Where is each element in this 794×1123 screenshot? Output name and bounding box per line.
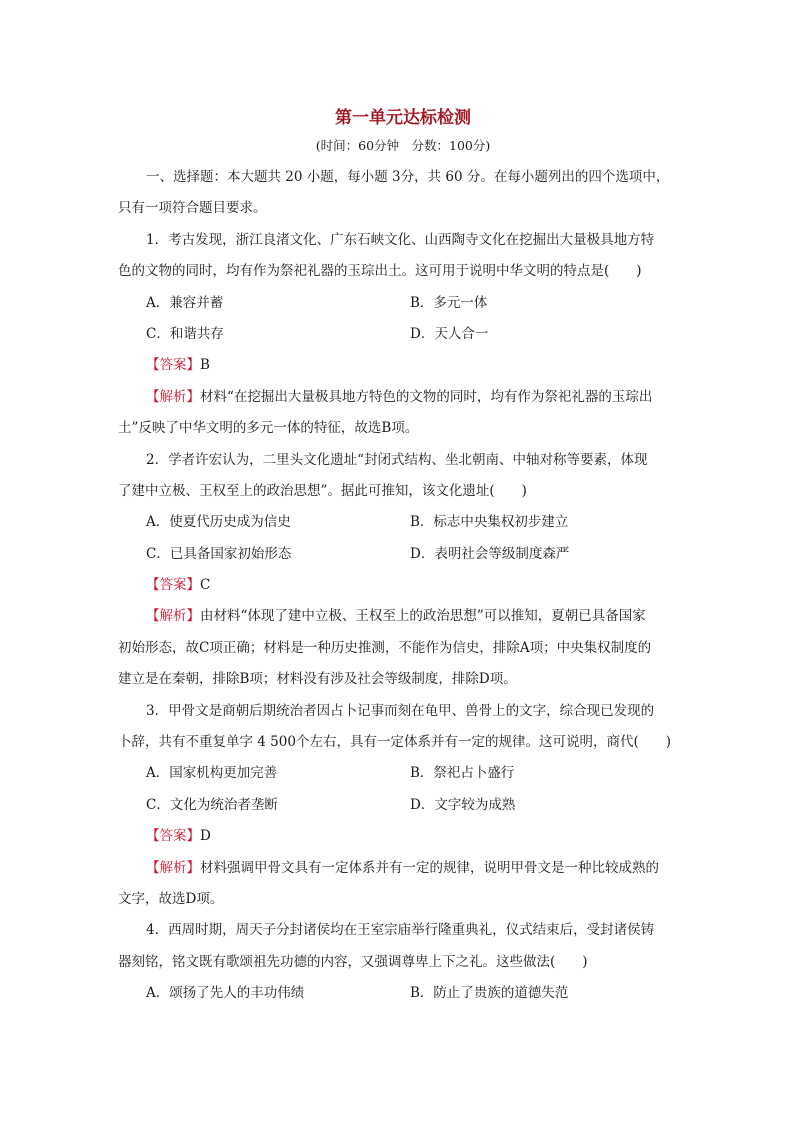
options-row xyxy=(118,539,688,570)
options-row xyxy=(118,758,688,789)
option-c: C．文化为统治者垄断 xyxy=(146,796,278,813)
options-row xyxy=(118,790,688,821)
question-stem: 3．甲骨文是商朝后期统治者因占卜记事而刻在龟甲、兽骨上的文字，综合现已发现的 xyxy=(146,702,655,719)
question-stem: 2．学者许宏认为，二里头文化遗址“封闭式结构、坐北朝南、中轴对称等要素，体现 xyxy=(146,451,648,468)
option-b: B．祭祀占卜盛行 xyxy=(410,765,515,782)
option-b: B．标志中央集权初步建立 xyxy=(410,514,569,531)
answer-tag: 【答案】 xyxy=(146,357,200,374)
option-d: D．天人合一 xyxy=(410,325,489,342)
options-row xyxy=(118,507,688,538)
option-a: A．兼容并蓄 xyxy=(146,294,224,311)
answer-line xyxy=(118,570,688,601)
question-stem: 4．西周时期，周天子分封诸侯均在王室宗庙举行隆重典礼，仪式结束后，受封诸侯铸 xyxy=(146,922,655,939)
answer-value: D xyxy=(200,828,211,845)
page-title: 第一单元达标检测 xyxy=(335,108,471,128)
analysis-line xyxy=(118,853,688,884)
question-stem: 1．考古发现，浙江良渚文化、广东石峡文化、山西陶寺文化在挖掘出大量极具地方特 xyxy=(146,231,655,248)
question-3 xyxy=(118,696,688,916)
answer-line xyxy=(118,350,688,381)
option-d: D．表明社会等级制度森严 xyxy=(410,545,570,562)
analysis-line xyxy=(118,601,688,632)
option-a: A．使夏代历史成为信史 xyxy=(146,514,291,531)
section-instruction-line1: 一、选择题：本大题共 20 小题，每小题 3分，共 60 分。在每小题列出的四个选项中， xyxy=(146,169,670,185)
option-d: D．文字较为成熟 xyxy=(410,796,516,813)
question-stem: 了建中立极、王权至上的政治思想”。据此可推知，该文化遗址( ) xyxy=(118,482,527,499)
question-1 xyxy=(118,225,688,445)
options-row xyxy=(118,319,688,350)
question-stem: 器刻铭，铭文既有歌颂祖先功德的内容，又强调尊卑上下之礼。这些做法( ) xyxy=(118,953,588,970)
analysis-text: 土”反映了中华文明的多元一体的特征，故选B项。 xyxy=(118,420,419,437)
exam-content xyxy=(118,104,688,1010)
answer-value: B xyxy=(200,357,210,374)
options-row xyxy=(118,288,688,319)
analysis-tag: 【解析】 xyxy=(146,608,200,625)
answer-value: C xyxy=(200,577,211,594)
analysis-text: 初始形态，故C项正确；材料是一种历史推测，不能作为信史，排除A项；中央集权制度的 xyxy=(118,639,652,656)
analysis-line xyxy=(118,382,688,413)
analysis-text: 建立是在秦朝，排除B项；材料没有涉及社会等级制度，排除D项。 xyxy=(118,671,517,688)
question-stem: 卜辞，共有不重复单字 4 500个左右，具有一定体系并有一定的规律。这可说明，商代( ) xyxy=(118,734,671,751)
option-c: C．已具备国家初始形态 xyxy=(146,545,292,562)
option-b: B．多元一体 xyxy=(410,294,488,311)
analysis-text: 材料强调甲骨文具有一定体系并有一定的规律，说明甲骨文是一种比较成熟的 xyxy=(200,859,659,876)
analysis-tag: 【解析】 xyxy=(146,388,200,405)
section-instruction-line2: 只有一项符合题目要求。 xyxy=(118,200,267,217)
answer-tag: 【答案】 xyxy=(146,577,200,594)
analysis-tag: 【解析】 xyxy=(146,859,200,876)
question-4 xyxy=(118,915,688,1009)
question-2 xyxy=(118,445,688,696)
option-c: C．和谐共存 xyxy=(146,325,224,342)
answer-line xyxy=(118,821,688,852)
analysis-text: 文字，故选D项。 xyxy=(118,890,224,907)
options-row xyxy=(118,978,688,1009)
analysis-text: 由材料“体现了建中立极、王权至上的政治思想”可以推知，夏朝已具备国家 xyxy=(200,608,646,625)
option-a: A．国家机构更加完善 xyxy=(146,765,278,782)
question-stem: 色的文物的同时，均有作为祭祀礼器的玉琮出土。这可用于说明中华文明的特点是( ) xyxy=(118,263,642,280)
option-b: B．防止了贵族的道德失范 xyxy=(410,985,569,1002)
answer-tag: 【答案】 xyxy=(146,828,200,845)
exam-info: (时间：60分钟 分数：100分) xyxy=(315,138,491,153)
option-a: A．颂扬了先人的丰功伟绩 xyxy=(146,985,305,1002)
analysis-text: 材料“在挖掘出大量极具地方特色的文物的同时，均有作为祭祀礼器的玉琮出 xyxy=(200,388,653,405)
